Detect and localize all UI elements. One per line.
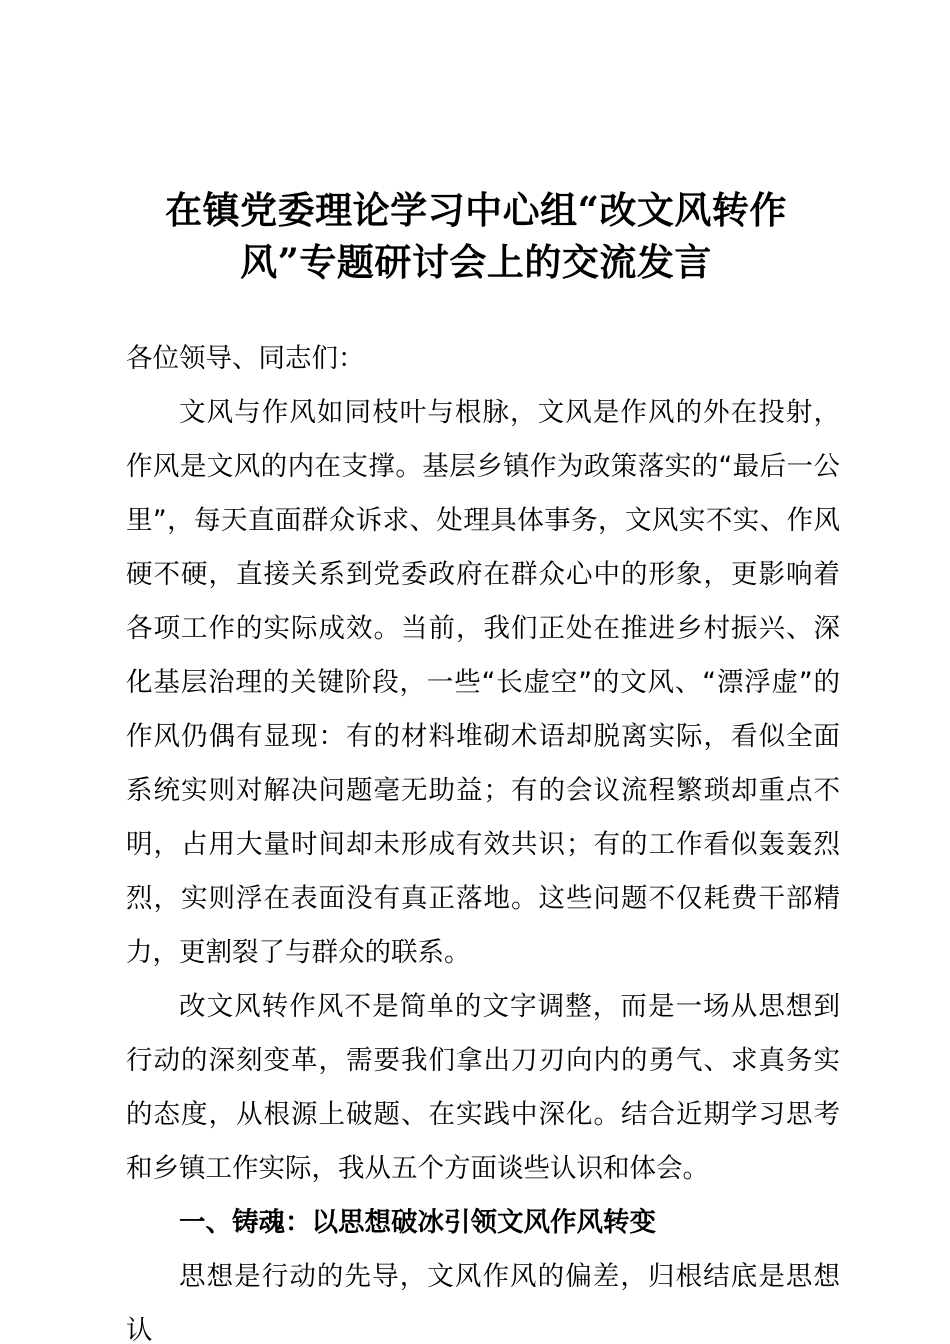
salutation-line: 各位领导、同志们： <box>126 343 365 374</box>
body-paragraph-1: 文风与作风如同枝叶与根脉，文风是作风的外在投射，作风是文风的内在支撑。基层乡镇作为政策落实的“最后一公里”，每天直面群众诉求、处理具体事务，文风实不实、作风硬不硬，直接关系到党委政府在群众心中的形象，更影响着各项工作的实际成效。当前，我们正处在推进乡村振兴、深化基层治理的关键阶段，一些“长虚空”的文风、“漂浮虚”的作风仍偶有显现：有的材料堆砌术语却脱离实际，看似全面系统实则对解决问题毫无助益；有的会议流程繁琐却重点不明，占用大量时间却未形成有效共识；有的工作看似轰轰烈烈，实则浮在表面没有真正落地。这些问题不仅耗费干部精力，更割裂了与群众的联系。 <box>126 397 840 968</box>
document-body <box>126 332 840 1344</box>
section-heading-1: 一、铸魂：以思想破冰引领文风作风转变 <box>179 1207 656 1238</box>
body-paragraph-2: 改文风转作风不是简单的文字调整，而是一场从思想到行动的深刻变革，需要我们拿出刀刃向内的勇气、求真务实的态度，从根源上破题、在实践中深化。结合近期学习思考和乡镇工作实际，我从五个方面谈些认识和体会。 <box>126 991 840 1184</box>
page-title: 在镇党委理论学习中心组“改文风转作风”专题研讨会上的交流发言 <box>165 188 787 284</box>
section-1-paragraph-1: 思想是行动的先导，文风作风的偏差，归根结底是思想认 <box>126 1261 840 1344</box>
document-content <box>126 0 840 1344</box>
